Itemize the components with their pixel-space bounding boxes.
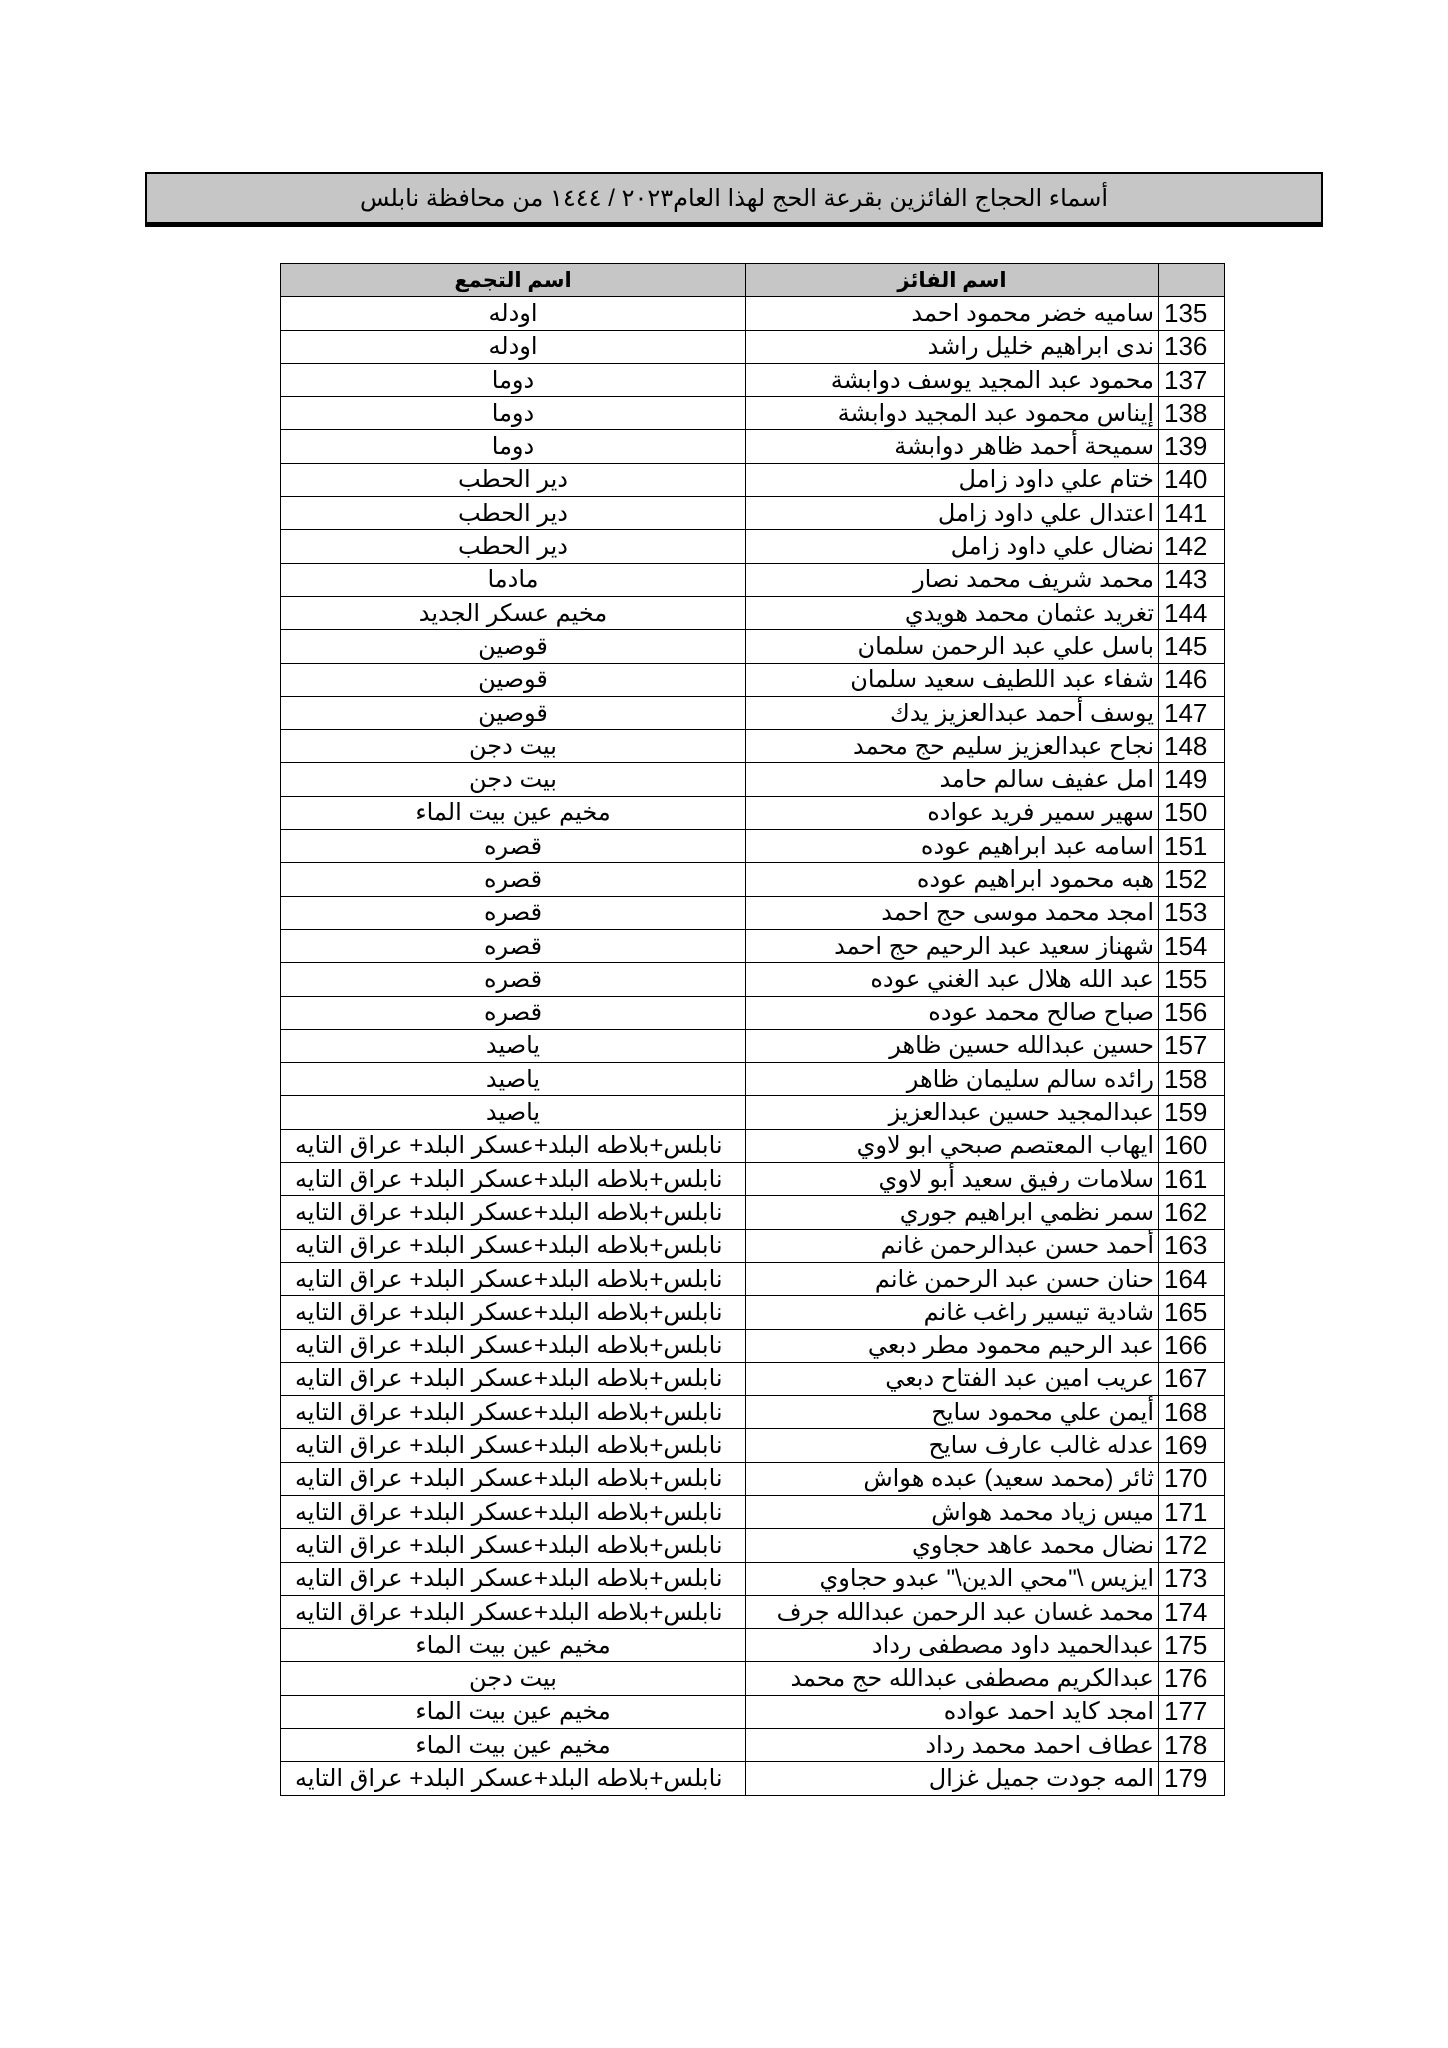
row-number: 156 bbox=[1159, 996, 1225, 1029]
table-row bbox=[281, 397, 1225, 430]
group-name: نابلس+بلاطه البلد+عسكر البلد+ عراق التايه bbox=[281, 1429, 746, 1462]
winner-name: عريب امين عبد الفتاح دبعي bbox=[746, 1362, 1159, 1395]
group-name: نابلس+بلاطه البلد+عسكر البلد+ عراق التايه bbox=[281, 1495, 746, 1528]
row-number: 160 bbox=[1159, 1129, 1225, 1162]
table-row bbox=[281, 1629, 1225, 1662]
row-number: 150 bbox=[1159, 796, 1225, 829]
winner-name: نجاح عبدالعزيز سليم حج محمد bbox=[746, 730, 1159, 763]
group-name: دير الحطب bbox=[281, 530, 746, 563]
table-row bbox=[281, 430, 1225, 463]
table-row bbox=[281, 1495, 1225, 1528]
row-number: 145 bbox=[1159, 630, 1225, 663]
group-name: نابلس+بلاطه البلد+عسكر البلد+ عراق التايه bbox=[281, 1229, 746, 1262]
table-row bbox=[281, 1196, 1225, 1229]
row-number: 176 bbox=[1159, 1662, 1225, 1695]
row-number: 158 bbox=[1159, 1063, 1225, 1096]
winner-name: عبد الرحيم محمود مطر دبعي bbox=[746, 1329, 1159, 1362]
group-name: ياصيد bbox=[281, 1096, 746, 1129]
header-number bbox=[1159, 264, 1225, 297]
group-name: بيت دجن bbox=[281, 730, 746, 763]
group-name: اودله bbox=[281, 297, 746, 330]
row-number: 171 bbox=[1159, 1495, 1225, 1528]
winner-name: شهناز سعيد عبد الرحيم حج احمد bbox=[746, 929, 1159, 962]
group-name: قصره bbox=[281, 963, 746, 996]
table-row bbox=[281, 796, 1225, 829]
group-name: دوما bbox=[281, 363, 746, 396]
group-name: مخيم عين بيت الماء bbox=[281, 1629, 746, 1662]
table-row bbox=[281, 1396, 1225, 1429]
document-title bbox=[145, 172, 1323, 224]
table-row bbox=[281, 530, 1225, 563]
winner-name: حسين عبدالله حسين ظاهر bbox=[746, 1029, 1159, 1062]
row-number: 168 bbox=[1159, 1396, 1225, 1429]
table-row bbox=[281, 1163, 1225, 1196]
row-number: 167 bbox=[1159, 1362, 1225, 1395]
row-number: 144 bbox=[1159, 596, 1225, 629]
group-name: مخيم عسكر الجديد bbox=[281, 596, 746, 629]
table-row bbox=[281, 1695, 1225, 1728]
winner-name: امجد كايد احمد عواده bbox=[746, 1695, 1159, 1728]
row-number: 146 bbox=[1159, 663, 1225, 696]
table-row bbox=[281, 1595, 1225, 1628]
group-name: دوما bbox=[281, 397, 746, 430]
row-number: 170 bbox=[1159, 1462, 1225, 1495]
table-row bbox=[281, 1096, 1225, 1129]
winner-name: سلامات رفيق سعيد أبو لاوي bbox=[746, 1163, 1159, 1196]
winner-name: نضال علي داود زامل bbox=[746, 530, 1159, 563]
group-name: بيت دجن bbox=[281, 763, 746, 796]
table-row bbox=[281, 929, 1225, 962]
table-row bbox=[281, 1362, 1225, 1395]
winner-name: ندى ابراهيم خليل راشد bbox=[746, 330, 1159, 363]
row-number: 143 bbox=[1159, 563, 1225, 596]
table-row bbox=[281, 1329, 1225, 1362]
table-row bbox=[281, 563, 1225, 596]
winner-name: سمر نظمي ابراهيم جوري bbox=[746, 1196, 1159, 1229]
row-number: 152 bbox=[1159, 863, 1225, 896]
row-number: 154 bbox=[1159, 929, 1225, 962]
row-number: 172 bbox=[1159, 1529, 1225, 1562]
table-row bbox=[281, 1462, 1225, 1495]
table-row bbox=[281, 1429, 1225, 1462]
winner-name: ايهاب المعتصم صبحي ابو لاوي bbox=[746, 1129, 1159, 1162]
winner-name: ميس زياد محمد هواش bbox=[746, 1495, 1159, 1528]
row-number: 162 bbox=[1159, 1196, 1225, 1229]
table-row bbox=[281, 1029, 1225, 1062]
group-name: نابلس+بلاطه البلد+عسكر البلد+ عراق التايه bbox=[281, 1329, 746, 1362]
table-row bbox=[281, 1662, 1225, 1695]
row-number: 149 bbox=[1159, 763, 1225, 796]
winner-name: سهير سمير فريد عواده bbox=[746, 796, 1159, 829]
winner-name: ساميه خضر محمود احمد bbox=[746, 297, 1159, 330]
winner-name: إيناس محمود عبد المجيد دوابشة bbox=[746, 397, 1159, 430]
table-row bbox=[281, 297, 1225, 330]
table-row bbox=[281, 730, 1225, 763]
document-title-text: أسماء الحجاج الفائزين بقرعة الحج لهذا العام٢٠٢٣ / ١٤٤٤ من محافظة نابلس bbox=[359, 184, 1109, 212]
winner-name: محمود عبد المجيد يوسف دوابشة bbox=[746, 363, 1159, 396]
row-number: 165 bbox=[1159, 1296, 1225, 1329]
group-name: مادما bbox=[281, 563, 746, 596]
row-number: 140 bbox=[1159, 463, 1225, 496]
group-name: نابلس+بلاطه البلد+عسكر البلد+ عراق التايه bbox=[281, 1396, 746, 1429]
row-number: 137 bbox=[1159, 363, 1225, 396]
row-number: 136 bbox=[1159, 330, 1225, 363]
table-row bbox=[281, 363, 1225, 396]
winner-name: امل عفيف سالم حامد bbox=[746, 763, 1159, 796]
table-row bbox=[281, 863, 1225, 896]
row-number: 177 bbox=[1159, 1695, 1225, 1728]
row-number: 174 bbox=[1159, 1595, 1225, 1628]
winner-name: هبه محمود ابراهيم عوده bbox=[746, 863, 1159, 896]
winner-name: اسامه عبد ابراهيم عوده bbox=[746, 830, 1159, 863]
winner-name: امجد محمد موسى حج احمد bbox=[746, 896, 1159, 929]
group-name: قوصين bbox=[281, 663, 746, 696]
table-row bbox=[281, 1762, 1225, 1795]
group-name: نابلس+بلاطه البلد+عسكر البلد+ عراق التايه bbox=[281, 1129, 746, 1162]
winner-name: ثائر (محمد سعيد) عبده هواش bbox=[746, 1462, 1159, 1495]
table-row bbox=[281, 330, 1225, 363]
row-number: 139 bbox=[1159, 430, 1225, 463]
table-row bbox=[281, 1129, 1225, 1162]
row-number: 141 bbox=[1159, 497, 1225, 530]
table-row bbox=[281, 1262, 1225, 1295]
row-number: 173 bbox=[1159, 1562, 1225, 1595]
table-row bbox=[281, 896, 1225, 929]
group-name: نابلس+بلاطه البلد+عسكر البلد+ عراق التايه bbox=[281, 1595, 746, 1628]
table-row bbox=[281, 497, 1225, 530]
winner-name: باسل علي عبد الرحمن سلمان bbox=[746, 630, 1159, 663]
row-number: 164 bbox=[1159, 1262, 1225, 1295]
row-number: 147 bbox=[1159, 696, 1225, 729]
row-number: 175 bbox=[1159, 1629, 1225, 1662]
group-name: مخيم عين بيت الماء bbox=[281, 796, 746, 829]
row-number: 163 bbox=[1159, 1229, 1225, 1262]
row-number: 135 bbox=[1159, 297, 1225, 330]
row-number: 178 bbox=[1159, 1729, 1225, 1762]
winner-name: المه جودت جميل غزال bbox=[746, 1762, 1159, 1795]
table-row bbox=[281, 830, 1225, 863]
group-name: دير الحطب bbox=[281, 497, 746, 530]
table-row bbox=[281, 1729, 1225, 1762]
winner-name: أيمن علي محمود سايح bbox=[746, 1396, 1159, 1429]
header-name: اسم الفائز bbox=[746, 264, 1159, 297]
winner-name: عبدالمجيد حسين عبدالعزيز bbox=[746, 1096, 1159, 1129]
row-number: 148 bbox=[1159, 730, 1225, 763]
group-name: مخيم عين بيت الماء bbox=[281, 1729, 746, 1762]
header-group: اسم التجمع bbox=[281, 264, 746, 297]
winner-name: اعتدال علي داود زامل bbox=[746, 497, 1159, 530]
winner-name: رائده سالم سليمان ظاهر bbox=[746, 1063, 1159, 1096]
table-row bbox=[281, 963, 1225, 996]
group-name: قصره bbox=[281, 996, 746, 1029]
group-name: اودله bbox=[281, 330, 746, 363]
group-name: نابلس+بلاطه البلد+عسكر البلد+ عراق التايه bbox=[281, 1196, 746, 1229]
table-row bbox=[281, 630, 1225, 663]
group-name: نابلس+بلاطه البلد+عسكر البلد+ عراق التايه bbox=[281, 1296, 746, 1329]
row-number: 142 bbox=[1159, 530, 1225, 563]
table-row bbox=[281, 596, 1225, 629]
table-row bbox=[281, 696, 1225, 729]
group-name: نابلس+بلاطه البلد+عسكر البلد+ عراق التايه bbox=[281, 1163, 746, 1196]
winner-name: محمد شريف محمد نصار bbox=[746, 563, 1159, 596]
row-number: 161 bbox=[1159, 1163, 1225, 1196]
group-name: نابلس+بلاطه البلد+عسكر البلد+ عراق التايه bbox=[281, 1562, 746, 1595]
group-name: قصره bbox=[281, 896, 746, 929]
group-name: نابلس+بلاطه البلد+عسكر البلد+ عراق التايه bbox=[281, 1262, 746, 1295]
winner-name: سميحة أحمد ظاهر دوابشة bbox=[746, 430, 1159, 463]
table-row bbox=[281, 1562, 1225, 1595]
table-row bbox=[281, 463, 1225, 496]
winner-name: يوسف أحمد عبدالعزيز يدك bbox=[746, 696, 1159, 729]
group-name: ياصيد bbox=[281, 1063, 746, 1096]
group-name: قصره bbox=[281, 929, 746, 962]
group-name: نابلس+بلاطه البلد+عسكر البلد+ عراق التايه bbox=[281, 1762, 746, 1795]
group-name: قصره bbox=[281, 830, 746, 863]
group-name: مخيم عين بيت الماء bbox=[281, 1695, 746, 1728]
table-row bbox=[281, 763, 1225, 796]
winner-name: تغريد عثمان محمد هويدي bbox=[746, 596, 1159, 629]
table-row bbox=[281, 1529, 1225, 1562]
winner-name: عدله غالب عارف سايح bbox=[746, 1429, 1159, 1462]
group-name: قوصين bbox=[281, 630, 746, 663]
group-name: بيت دجن bbox=[281, 1662, 746, 1695]
group-name: دوما bbox=[281, 430, 746, 463]
group-name: قصره bbox=[281, 863, 746, 896]
row-number: 166 bbox=[1159, 1329, 1225, 1362]
group-name: نابلس+بلاطه البلد+عسكر البلد+ عراق التايه bbox=[281, 1362, 746, 1395]
winner-name: شفاء عبد اللطيف سعيد سلمان bbox=[746, 663, 1159, 696]
winner-name: أحمد حسن عبدالرحمن غانم bbox=[746, 1229, 1159, 1262]
winner-name: ايزيس \"محي الدين\" عبدو حجاوي bbox=[746, 1562, 1159, 1595]
winner-name: شادية تيسير راغب غانم bbox=[746, 1296, 1159, 1329]
winner-name: صباح صالح محمد عوده bbox=[746, 996, 1159, 1029]
row-number: 155 bbox=[1159, 963, 1225, 996]
table-row bbox=[281, 1229, 1225, 1262]
group-name: دير الحطب bbox=[281, 463, 746, 496]
row-number: 138 bbox=[1159, 397, 1225, 430]
winner-name: ختام علي داود زامل bbox=[746, 463, 1159, 496]
row-number: 157 bbox=[1159, 1029, 1225, 1062]
table-row bbox=[281, 1063, 1225, 1096]
winner-name: حنان حسن عبد الرحمن غانم bbox=[746, 1262, 1159, 1295]
group-name: ياصيد bbox=[281, 1029, 746, 1062]
winner-name: عطاف احمد محمد رداد bbox=[746, 1729, 1159, 1762]
winner-name: محمد غسان عبد الرحمن عبدالله جرف bbox=[746, 1595, 1159, 1628]
winners-table bbox=[280, 263, 1225, 1796]
winner-name: عبد الله هلال عبد الغني عوده bbox=[746, 963, 1159, 996]
group-name: نابلس+بلاطه البلد+عسكر البلد+ عراق التايه bbox=[281, 1462, 746, 1495]
winner-name: عبدالحميد داود مصطفى رداد bbox=[746, 1629, 1159, 1662]
winner-name: عبدالكريم مصطفى عبدالله حج محمد bbox=[746, 1662, 1159, 1695]
table-row bbox=[281, 1296, 1225, 1329]
row-number: 169 bbox=[1159, 1429, 1225, 1462]
row-number: 151 bbox=[1159, 830, 1225, 863]
group-name: قوصين bbox=[281, 696, 746, 729]
row-number: 153 bbox=[1159, 896, 1225, 929]
table-row bbox=[281, 663, 1225, 696]
group-name: نابلس+بلاطه البلد+عسكر البلد+ عراق التايه bbox=[281, 1529, 746, 1562]
table-header-row bbox=[281, 264, 1225, 297]
row-number: 159 bbox=[1159, 1096, 1225, 1129]
row-number: 179 bbox=[1159, 1762, 1225, 1795]
table-row bbox=[281, 996, 1225, 1029]
winner-name: نضال محمد عاهد حجاوي bbox=[746, 1529, 1159, 1562]
